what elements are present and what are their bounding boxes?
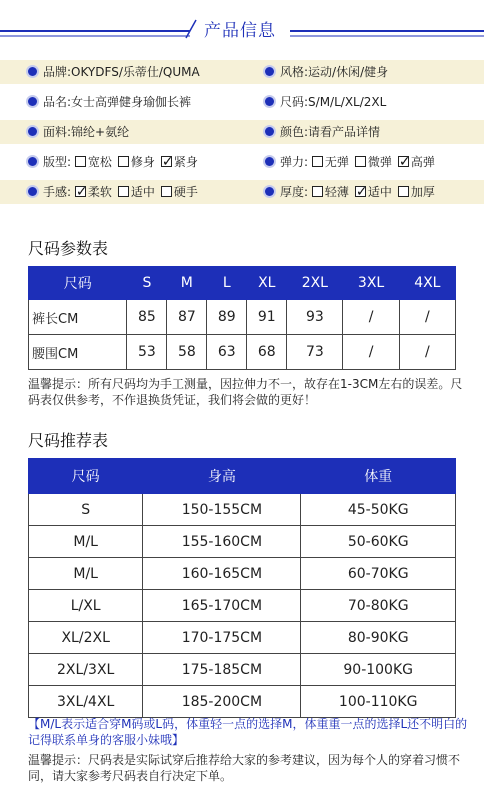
info-row [0,90,484,114]
table-cell: 175-185CM [143,654,301,686]
recommend-table-title: 尺码推荐表 [28,431,109,450]
info-value: 运动/休闲/健身 [308,65,389,79]
column-header: S [127,267,167,300]
table-cell: M/L [29,526,143,558]
table-cell: 89 [207,300,247,335]
table-cell: 165-170CM [143,590,301,622]
checkbox-icon [75,186,86,197]
column-header: 2XL [287,267,343,300]
table-cell: L/XL [29,590,143,622]
option-text: 轻薄 [324,185,349,199]
option-label: 厚度: [280,185,309,199]
checkbox-icon [398,186,409,197]
table-row [29,654,456,686]
info-value: 请看产品详情 [308,125,381,139]
option-text: 加厚 [410,185,435,199]
table-cell: 80-90KG [301,622,456,654]
table-cell: 50-60KG [301,526,456,558]
table-cell: / [399,300,455,335]
table-cell: 90-100KG [301,654,456,686]
column-header: 4XL [399,267,455,300]
table-row [29,494,456,526]
table-cell: 160-165CM [143,558,301,590]
table-header-row [29,459,456,494]
table-cell: / [399,335,455,370]
info-value: OKYDFS/乐蒂仕/QUMA [71,65,200,79]
table-cell: 100-110KG [301,686,456,718]
table-cell: 3XL/4XL [29,686,143,718]
column-header: 3XL [343,267,399,300]
option-text: 修身 [130,155,155,169]
table-cell: M/L [29,558,143,590]
column-header: 体重 [301,459,456,494]
table-cell: 45-50KG [301,494,456,526]
option-row [0,180,484,204]
info-label: 面料: [43,125,72,139]
column-header: 尺码 [29,459,143,494]
bullet-icon [28,157,37,166]
option-label: 弹力: [280,155,309,169]
table-row [29,622,456,654]
row-header: 裤长CM [29,300,127,335]
info-label: 品名: [43,95,72,109]
size-explanation-note: 【M/L表示适合穿M码或L码，体重轻一点的选择M，体重重一点的选择L还不明白的记得联系单身的客服小妹哦】 [28,717,468,747]
table-row [29,558,456,590]
option-text: 硬手 [173,185,198,199]
checkbox-icon [398,156,409,167]
table-cell: 85 [127,300,167,335]
bullet-icon [265,157,274,166]
size-table-note: 温馨提示：所有尺码均为手工测量，因拉伸力不一，故存在1-3CM左右的误差。尺码表仅供参考，不作退换货凭证，我们将会做的更好！ [28,377,463,407]
checkbox-icon [161,186,172,197]
table-cell: 53 [127,335,167,370]
table-cell: / [343,300,399,335]
bullet-icon [28,67,37,76]
option-label: 手感: [43,185,72,199]
bullet-icon [265,67,274,76]
column-header: M [167,267,207,300]
checkbox-icon [118,156,129,167]
bullet-icon [28,187,37,196]
table-cell: 63 [207,335,247,370]
table-cell: 93 [287,300,343,335]
checkbox-icon [118,186,129,197]
info-label: 品牌: [43,65,72,79]
footer-note: 温馨提示：尺码表是实际试穿后推荐给大家的参考建议，因为每个人的穿着习惯不同，请大家参考尺码表自行决定下单。 [28,753,461,783]
option-text: 柔软 [87,185,112,199]
option-text: 微弹 [367,155,392,169]
size-table-title: 尺码参数表 [28,239,109,258]
info-row [0,60,484,84]
info-row [0,120,484,144]
info-label: 尺码: [280,95,309,109]
option-text: 无弹 [324,155,349,169]
option-text: 高弹 [410,155,435,169]
table-cell: 58 [167,335,207,370]
table-cell: 150-155CM [143,494,301,526]
checkbox-icon [161,156,172,167]
option-label: 版型: [43,155,72,169]
table-cell: 73 [287,335,343,370]
info-label: 风格: [280,65,309,79]
info-value: 女士高弹健身瑜伽长裤 [71,95,192,109]
table-cell: / [343,335,399,370]
checkbox-icon [75,156,86,167]
table-cell: 2XL/3XL [29,654,143,686]
info-value: 锦纶+氨纶 [71,125,130,139]
checkbox-icon [355,156,366,167]
option-text: 适中 [130,185,155,199]
bullet-icon [28,97,37,106]
option-text: 紧身 [173,155,198,169]
table-cell: 170-175CM [143,622,301,654]
checkbox-icon [312,186,323,197]
column-header: XL [247,267,287,300]
table-row [29,686,456,718]
table-cell: 60-70KG [301,558,456,590]
option-text: 宽松 [87,155,112,169]
info-label: 颜色: [280,125,309,139]
table-row [29,335,456,370]
table-header-row [29,267,456,300]
checkbox-icon [355,186,366,197]
table-cell: S [29,494,143,526]
checkbox-icon [312,156,323,167]
table-row [29,590,456,622]
bullet-icon [265,127,274,136]
column-header: 尺码 [29,267,127,300]
table-cell: 68 [247,335,287,370]
row-header: 腰围CM [29,335,127,370]
option-row [0,150,484,174]
column-header: L [207,267,247,300]
column-header: 身高 [143,459,301,494]
bullet-icon [265,187,274,196]
table-cell: 91 [247,300,287,335]
info-value: S/M/L/XL/2XL [308,95,387,109]
option-text: 适中 [367,185,392,199]
table-cell: 70-80KG [301,590,456,622]
table-row [29,300,456,335]
recommend-table [28,458,456,718]
table-row [29,526,456,558]
table-cell: 87 [167,300,207,335]
bullet-icon [28,127,37,136]
bullet-icon [265,97,274,106]
table-cell: 185-200CM [143,686,301,718]
header-title: 产品信息 [204,21,276,41]
table-cell: XL/2XL [29,622,143,654]
table-cell: 155-160CM [143,526,301,558]
size-table [28,266,456,370]
